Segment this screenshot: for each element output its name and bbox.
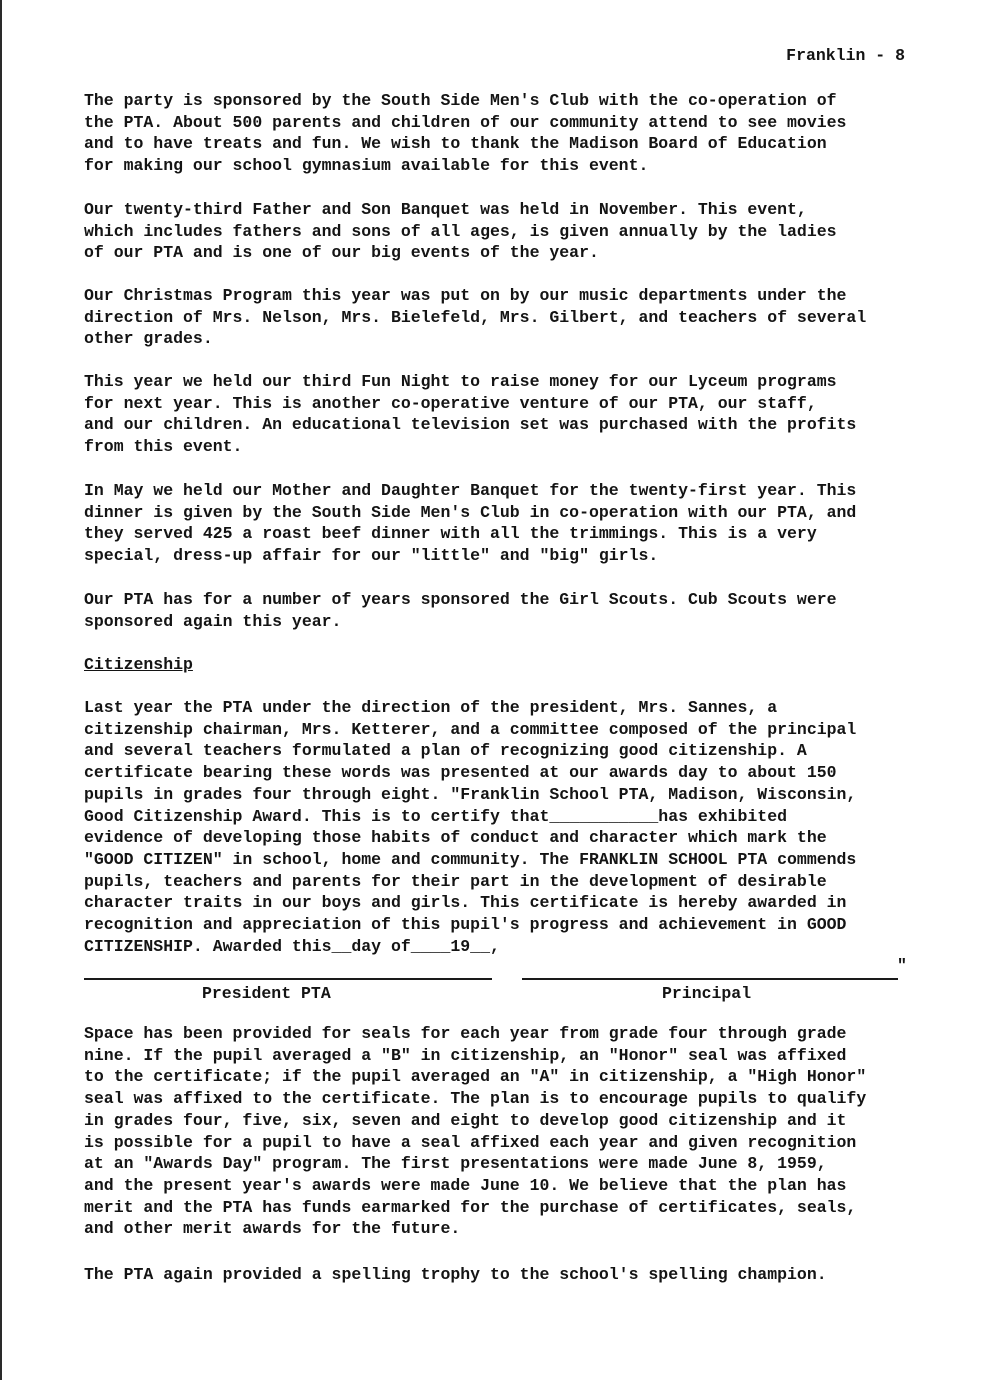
text-line: Our twenty-third Father and Son Banquet was held in November. This event, (84, 200, 807, 219)
page-header: Franklin - 8 (786, 46, 905, 65)
text-line: CITIZENSHIP. Awarded this__day of____19__, (84, 936, 500, 956)
paragraph-christmas-program (84, 285, 929, 350)
text-line: character traits in our boys and girls. This certificate is hereby awarded in (84, 893, 847, 913)
text-line: direction of Mrs. Nelson, Mrs. Bielefeld, Mrs. Gilbert, and teachers of several (84, 307, 867, 327)
text-line: pupils, teachers and parents for their part in the development of desirable (84, 871, 827, 891)
text-line: This year we held our third Fun Night to raise money for our Lyceum programs (84, 372, 837, 391)
text-line: they served 425 a roast beef dinner with all the trimmings. This is a very (84, 524, 817, 544)
text-line: sponsored again this year. (84, 611, 342, 631)
text-line: Our Christmas Program this year was put on by our music departments under the (84, 286, 847, 305)
text-line: citizenship chairman, Mrs. Ketterer, and a committee composed of the principal (84, 719, 857, 739)
text-line: for making our school gymnasium available for this event. (84, 156, 649, 176)
text-line: seal was affixed to the certificate. The plan is to encourage pupils to qualify (84, 1089, 867, 1109)
text-line: and our children. An educational television set was purchased with the profits (84, 415, 857, 435)
text-line: the PTA. About 500 parents and children of our community attend to see movies (84, 112, 847, 132)
text-line: Space has been provided for seals for each year from grade four through grade (84, 1024, 847, 1043)
text-line: for next year. This is another co-operative venture of our PTA, our staff, (84, 393, 817, 413)
text-line: merit and the PTA has funds earmarked for the purchase of certificates, seals, (84, 1197, 857, 1217)
text-line: in grades four, five, six, seven and eight to develop good citizenship and it (84, 1110, 847, 1130)
signature-label-principal: Principal (662, 984, 752, 1003)
text-line: special, dress-up affair for our "little" and "big" girls. (84, 546, 659, 566)
text-line: at an "Awards Day" program. The first presentations were made June 8, 1959, (84, 1154, 827, 1174)
signature-line-principal (522, 978, 898, 980)
paragraph-spelling-trophy (84, 1264, 929, 1286)
text-line: and the present year's awards were made June 10. We believe that the plan has (84, 1175, 847, 1195)
text-line: recognition and appreciation of this pupil's progress and achievement in GOOD (84, 915, 847, 935)
text-line: and several teachers formulated a plan of recognizing good citizenship. A (84, 741, 807, 761)
text-line: nine. If the pupil averaged a "B" in citizenship, an "Honor" seal was affixed (84, 1045, 847, 1065)
text-line: from this event. (84, 437, 243, 457)
text-line: and other merit awards for the future. (84, 1219, 461, 1239)
text-line: which includes fathers and sons of all ages, is given annually by the ladies (84, 221, 837, 241)
paragraph-seals (84, 1023, 929, 1240)
text-line: of our PTA and is one of our big events of the year. (84, 243, 599, 263)
text-line: Our PTA has for a number of years sponsored the Girl Scouts. Cub Scouts were (84, 590, 837, 609)
paragraph-citizenship (84, 697, 929, 957)
text-line: Last year the PTA under the direction of the president, Mrs. Sannes, a (84, 698, 778, 717)
paragraph-mother-daughter-banquet (84, 480, 929, 567)
paragraph-father-son-banquet (84, 199, 929, 264)
signature-line-president (84, 978, 492, 980)
closing-quote-mark: " (897, 956, 907, 975)
paragraph-party (84, 90, 929, 177)
text-line: pupils in grades four through eight. "Franklin School PTA, Madison, Wisconsin, (84, 784, 857, 804)
text-line: The PTA again provided a spelling trophy to the school's spelling champion. (84, 1265, 827, 1284)
text-line: In May we held our Mother and Daughter Banquet for the twenty-first year. This (84, 481, 857, 500)
text-line: and to have treats and fun. We wish to thank the Madison Board of Education (84, 134, 827, 154)
text-line: Good Citizenship Award. This is to certify that___________has exhibited (84, 806, 788, 826)
text-line: The party is sponsored by the South Side Men's Club with the co-operation of (84, 91, 837, 110)
signature-label-president: President PTA (202, 984, 331, 1003)
paragraph-scouts (84, 589, 929, 632)
paragraph-fun-night (84, 371, 929, 458)
text-line: "GOOD CITIZEN" in school, home and community. The FRANKLIN SCHOOL PTA commends (84, 849, 857, 869)
text-line: is possible for a pupil to have a seal affixed each year and given recognition (84, 1132, 857, 1152)
text-line: certificate bearing these words was presented at our awards day to about 150 (84, 763, 837, 783)
text-line: evidence of developing those habits of conduct and character which mark the (84, 828, 827, 848)
text-line: to the certificate; if the pupil averaged an "A" in citizenship, a "High Honor" (84, 1067, 867, 1087)
text-line: dinner is given by the South Side Men's Club in co-operation with our PTA, and (84, 502, 857, 522)
text-line: other grades. (84, 329, 213, 349)
section-heading: Citizenship (84, 655, 193, 674)
